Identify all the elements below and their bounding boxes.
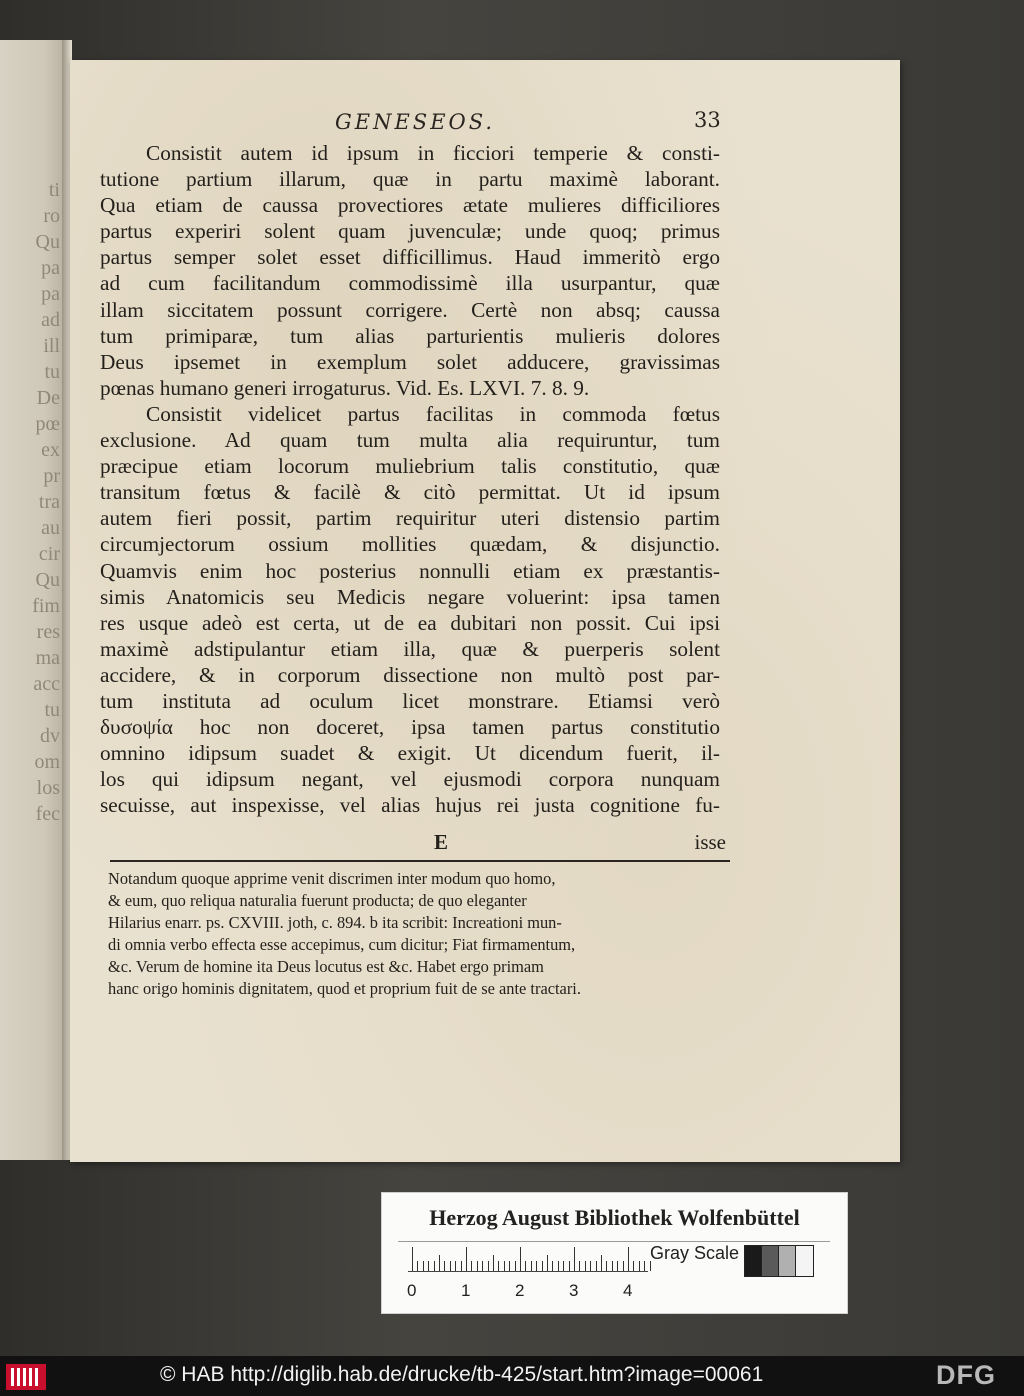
facing-page-fragment: ma [35,647,60,669]
facing-page-fragment: acc [33,673,60,695]
ruler-tick [552,1261,553,1271]
text-line: δυσοψία hoc non doceret, ipsa tamen partus constitutio [100,715,720,740]
ruler-tick [466,1247,467,1271]
facing-page-fragment: pa [41,283,60,305]
library-label [381,1192,848,1314]
ruler-tick [558,1261,559,1271]
facing-page-fragment: tra [38,491,60,513]
ruler-tick [439,1255,440,1271]
facing-page-fragment: tu [44,361,60,383]
text-line: tum primiparæ, tum alias parturientis mulieris dolores [100,323,720,348]
ruler-tick [596,1261,597,1271]
dfg-logo: DFG [936,1360,996,1390]
ruler-tick [515,1261,516,1271]
text-line: simis Anatomicis seu Medicis negare voluerint: ipsa tamen [100,584,720,609]
library-label-title: Herzog August Bibliothek Wolfenbüttel [429,1205,800,1230]
footnote-line: hanc origo hominis dignitatem, quod et proprium fuit de se ante tractari. [108,979,581,998]
ruler-tick [412,1247,413,1271]
book-page [70,60,900,1162]
gray-swatch [795,1245,814,1277]
ruler-tick [444,1261,445,1271]
ruler-tick [525,1261,526,1271]
footnote [108,868,738,1000]
facing-page-fragment: ill [43,335,60,357]
credit-link[interactable]: © HAB http://diglib.hab.de/drucke/tb-425/start.htm?image=00061 [160,1363,764,1386]
ruler-tick [536,1261,537,1271]
facing-page-fragment: pa [41,257,60,279]
ruler-baseline [408,1271,648,1272]
ruler-digit: 1 [461,1281,471,1300]
ruler-tick [520,1247,521,1271]
facing-page-fragment: res [36,621,60,643]
facing-page-fragment: ro [43,205,60,227]
text-line: Quamvis enim hoc posterius nonnulli etiam ex præstantis- [100,558,720,583]
footnote-line: di omnia verbo effecta esse accepimus, cum dicitur; Fiat firmamentum, [108,935,576,954]
ruler-tick [644,1261,645,1271]
facing-page-fragment: om [34,751,60,773]
facing-page-fragment: fim [32,595,60,617]
ruler-tick [542,1261,543,1271]
ruler-tick [498,1261,499,1271]
ruler-tick [612,1261,613,1271]
facing-page-fragment: pœ [35,413,60,435]
ruler-tick [574,1247,575,1271]
facing-page-fragment: cir [38,543,60,565]
body-text [100,140,720,818]
credit-bar [0,1356,1024,1396]
ruler-tick [617,1261,618,1271]
facing-page-fragment: De [36,387,60,409]
text-line: illam siccitatem possunt corrigere. Certè non absq; caussa [100,297,720,322]
ruler-tick [504,1261,505,1271]
ruler-digit: 3 [569,1281,579,1300]
label-divider [398,1241,830,1242]
facing-page-fragment: dv [40,725,60,747]
ruler-digit: 0 [407,1281,417,1300]
ruler-tick [623,1261,624,1271]
gray-scale-label: Gray Scale [650,1243,740,1263]
scale-ruler [408,1243,648,1273]
text-line: transitum fœtus & facilè & citò permittat. Ut id ipsum [100,480,720,505]
text-line: partus semper solet esset difficillimus. Haud immeritò ergo [100,245,720,270]
text-line: los qui idipsum negant, vel ejusmodi corpora nunquam [100,767,720,792]
ruler-tick [547,1255,548,1271]
text-line: res usque adeò est certa, ut de ea dubitari non possit. Cui ipsi [100,610,720,635]
footnote-line: Hilarius enarr. ps. CXVIII. joth, c. 894. b ita scribit: Increationi mun- [108,913,562,932]
ruler-tick [482,1261,483,1271]
text-line: Deus ipsemet in exemplum solet adducere, gravissimas [100,349,720,374]
text-line: accidere, & in corporum dissectione non multò post par- [100,662,720,687]
ruler-tick [477,1261,478,1271]
catchword: isse [694,830,726,854]
text-line: partus experiri solent quam juvenculæ; unde quoq; primus [100,219,720,244]
ruler-tick [434,1261,435,1271]
text-line: pœnas humano generi irrogaturus. Vid. Es. LXVI. 7. 8. 9. [100,375,590,400]
facing-page-fragment: ex [41,439,60,461]
text-line: ad cum facilitandum commodissimè illa usurpantur, quæ [100,271,720,296]
page-number: 33 [694,108,721,132]
ruler-tick [488,1261,489,1271]
footnote-line: & eum, quo reliqua naturalia fuerunt producta; de quo eleganter [108,891,527,910]
facing-page-fragment: Qu [35,569,60,591]
facing-page-fragment: au [41,517,60,539]
ruler-tick [579,1261,580,1271]
ruler-tick [417,1261,418,1271]
signature-mark: E [434,830,449,854]
footnote-line: &c. Verum de homine ita Deus locutus est &c. Habet ergo primam [108,957,544,976]
facing-page-fragment: ti [48,179,60,201]
ruler-tick [423,1261,424,1271]
text-line: circumjectorum ossium mollities quædam, & disjunctio. [100,532,720,557]
ruler-tick [639,1261,640,1271]
footnote-rule [110,860,730,862]
text-line: Consistit videlicet partus facilitas in commoda fœtus [146,401,720,426]
ruler-tick [585,1261,586,1271]
facing-page-fragment: Qu [35,231,60,253]
ruler-tick [450,1261,451,1271]
text-line: tum instituta ad oculum licet monstrare. Etiamsi verò [100,688,720,713]
ruler-tick [531,1261,532,1271]
text-line: maximè adstipulantur etiam illa, quæ & puerperis solent [100,636,720,661]
text-line: omnino idipsum suadet & exigit. Ut dicendum fuerit, il- [100,741,720,766]
facing-page-fragment: ad [41,309,60,331]
text-line: autem fieri possit, partim requiritur uteri distensio partim [100,506,720,531]
ruler-tick [509,1261,510,1271]
ruler-tick [606,1261,607,1271]
text-line: Qua etiam de caussa provectiores ætate mulieres difficiliores [100,193,720,218]
facing-page-fragment: fec [35,803,60,825]
facing-page-fragment: pr [43,465,60,487]
ruler-digit: 4 [623,1281,633,1300]
ruler-tick [461,1261,462,1271]
ruler-tick [563,1261,564,1271]
ruler-tick [628,1247,629,1271]
facing-page-edge [0,40,64,1160]
text-line: tutione partium illarum, quæ in partu maximè laborant. [100,167,720,192]
facing-page-fragment: tu [44,699,60,721]
hab-logo-icon [6,1364,46,1390]
text-line: Consistit autem id ipsum in ficciori temperie & consti- [146,141,720,165]
text-line: secuisse, aut inspexisse, vel alias hujus rei justa cognitione fu- [100,793,720,818]
running-head: GENESEOS. [335,110,496,134]
ruler-digit: 2 [515,1281,525,1300]
footnote-line: Notandum quoque apprime venit discrimen inter modum quo homo, [108,869,556,888]
ruler-tick [455,1261,456,1271]
text-line: præcipue etiam locorum muliebrium talis constitutio, quæ [100,454,720,479]
facing-page-fragment: los [36,777,60,799]
ruler-tick [601,1255,602,1271]
text-line: exclusione. Ad quam tum multa alia requiruntur, tum [100,428,720,453]
ruler-tick [428,1261,429,1271]
ruler-tick [633,1261,634,1271]
ruler-tick [493,1255,494,1271]
ruler-tick [590,1261,591,1271]
signature-row [100,830,726,856]
ruler-tick [569,1261,570,1271]
ruler-tick [471,1261,472,1271]
